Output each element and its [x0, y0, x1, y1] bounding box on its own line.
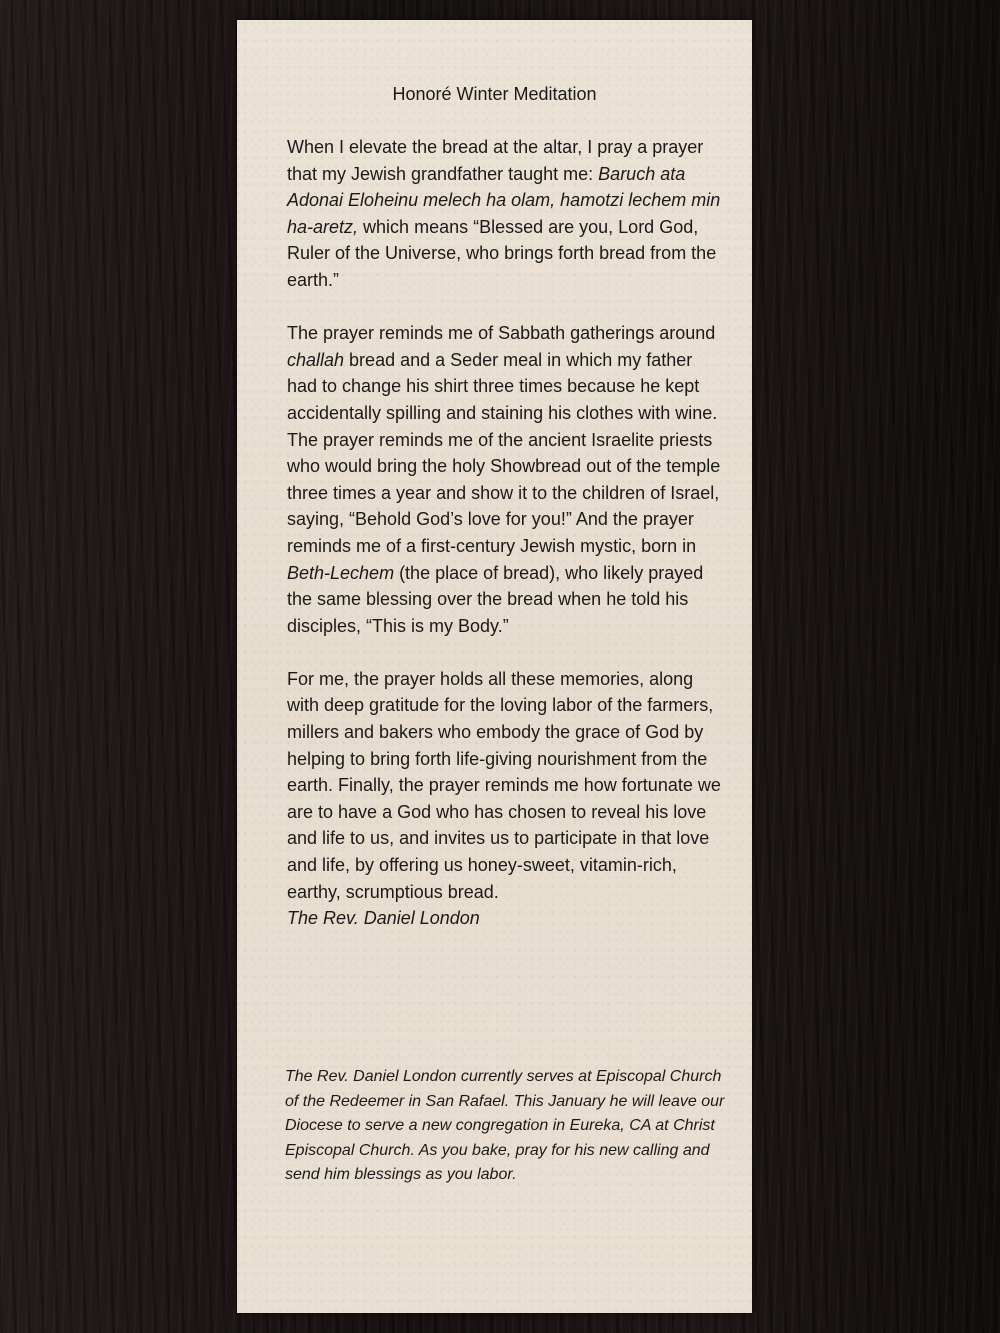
paragraph-memories [287, 320, 727, 639]
meditation-card [237, 20, 752, 1313]
challah-word: challah [287, 349, 345, 370]
paragraph-memories-part2: bread and a Seder meal in which my father had to change his shirt three times because he kept accidentally spilling and staining his clothes with wine. The prayer reminds me of the ancient Israelite priests who would bring the holy Showbread out of the temple three times a year and show it to the children of Israel, saying, “Behold God’s love for you!” And the prayer reminds me of a first-century Jewish mystic, born in [287, 349, 721, 556]
hebrew-prayer: Baruch ata Adonai Eloheinu melech ha olam, hamotzi lechem min ha-aretz, [287, 163, 721, 237]
paragraph-memories-part3: (the place of bread), who likely prayed the same blessing over the bread when he told his disciples, “This is my Body.” [287, 562, 704, 636]
beth-lechem-word: Beth-Lechem [287, 562, 395, 583]
paragraph-blessing-tail: which means “Blessed are you, Lord God, Ruler of the Universe, who brings forth bread from the earth.” [287, 216, 717, 290]
paragraph-blessing-lead: When I elevate the bread at the altar, I pray a prayer that my Jewish grandfather taught me: [287, 137, 704, 184]
paragraph-blessing [287, 134, 727, 294]
paragraph-gratitude [287, 666, 727, 932]
author-bio: The Rev. Daniel London currently serves at Episcopal Church of the Redeemer in San Rafael. This January he will leave our Diocese to serve a new congregation in Eureka, CA at Christ Episcopal Church. As you bake, pray for his new calling and send him blessings as you labor. [285, 1068, 725, 1183]
paragraph-memories-part1: The prayer reminds me of Sabbath gatherings around [287, 323, 716, 344]
meditation-title: Honoré Winter Meditation [392, 84, 597, 104]
paragraph-gratitude-text: For me, the prayer holds all these memories, along with deep gratitude for the loving labor of the farmers, millers and bakers who embody the grace of God by helping to bring forth life-giving nourishment from the earth. Finally, the prayer reminds me how fortunate we are to have a God who has chosen to reveal his love and life to us, and invites us to participate in that love and life, by offering us honey-sweet, vitamin-rich, earthy, scrumptious bread. [287, 668, 721, 902]
meditation-body [287, 134, 727, 932]
signature: The Rev. Daniel London [287, 908, 480, 929]
